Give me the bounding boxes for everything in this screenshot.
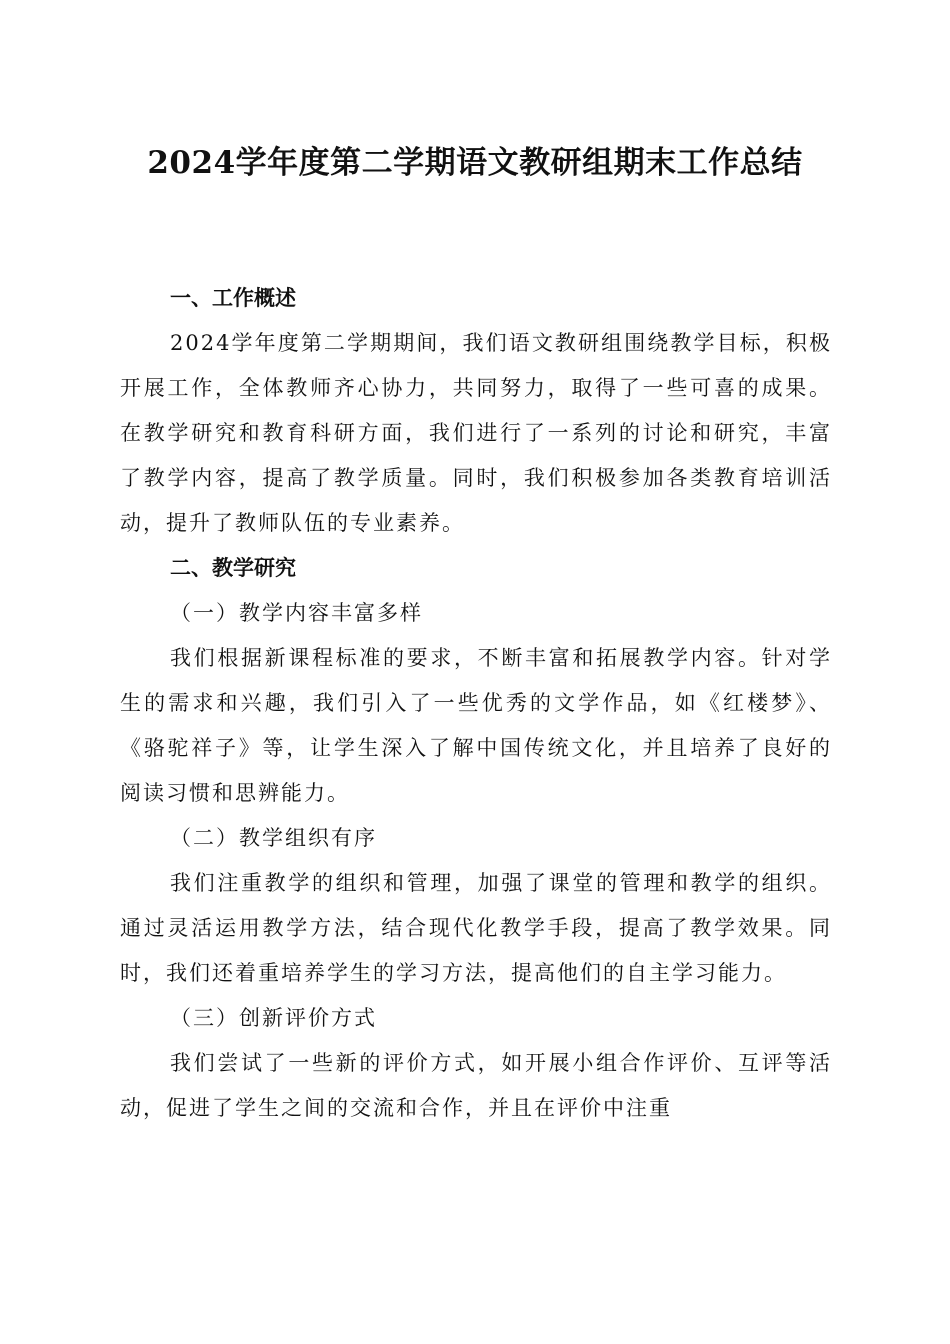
paragraph-overview: 2024学年度第二学期期间，我们语文教研组围绕教学目标，积极开展工作，全体教师齐心协力，共同努力，取得了一些可喜的成果。在教学研究和教育科研方面，我们进行了一系列的讨论和研究，丰富了教学内容，提高了教学质量。同时，我们积极参加各类教育培训活动，提升了教师队伍的专业素养。 <box>120 331 832 535</box>
subheading-organization: （二）教学组织有序 <box>170 826 377 850</box>
section-heading-teaching-research: 二、教学研究 <box>170 556 296 580</box>
subheading-content: （一）教学内容丰富多样 <box>170 601 423 625</box>
paragraph-content: 我们根据新课程标准的要求，不断丰富和拓展教学内容。针对学生的需求和兴趣，我们引入了一些优秀的文学作品，如《红楼梦》、《骆驼祥子》等，让学生深入了解中国传统文化，并且培养了良好的阅读习惯和思辨能力。 <box>120 646 832 805</box>
section-heading-overview: 一、工作概述 <box>170 286 296 310</box>
subheading-evaluation: （三）创新评价方式 <box>170 1006 377 1030</box>
paragraph-evaluation: 我们尝试了一些新的评价方式，如开展小组合作评价、互评等活动，促进了学生之间的交流和合作，并且在评价中注重 <box>120 1051 832 1120</box>
document-title: 2024学年度第二学期语文教研组期末工作总结 <box>147 145 803 181</box>
document-body <box>120 276 832 1131</box>
paragraph-organization: 我们注重教学的组织和管理，加强了课堂的管理和教学的组织。通过灵活运用教学方法，结合现代化教学手段，提高了教学效果。同时，我们还着重培养学生的学习方法，提高他们的自主学习能力。 <box>120 871 832 985</box>
